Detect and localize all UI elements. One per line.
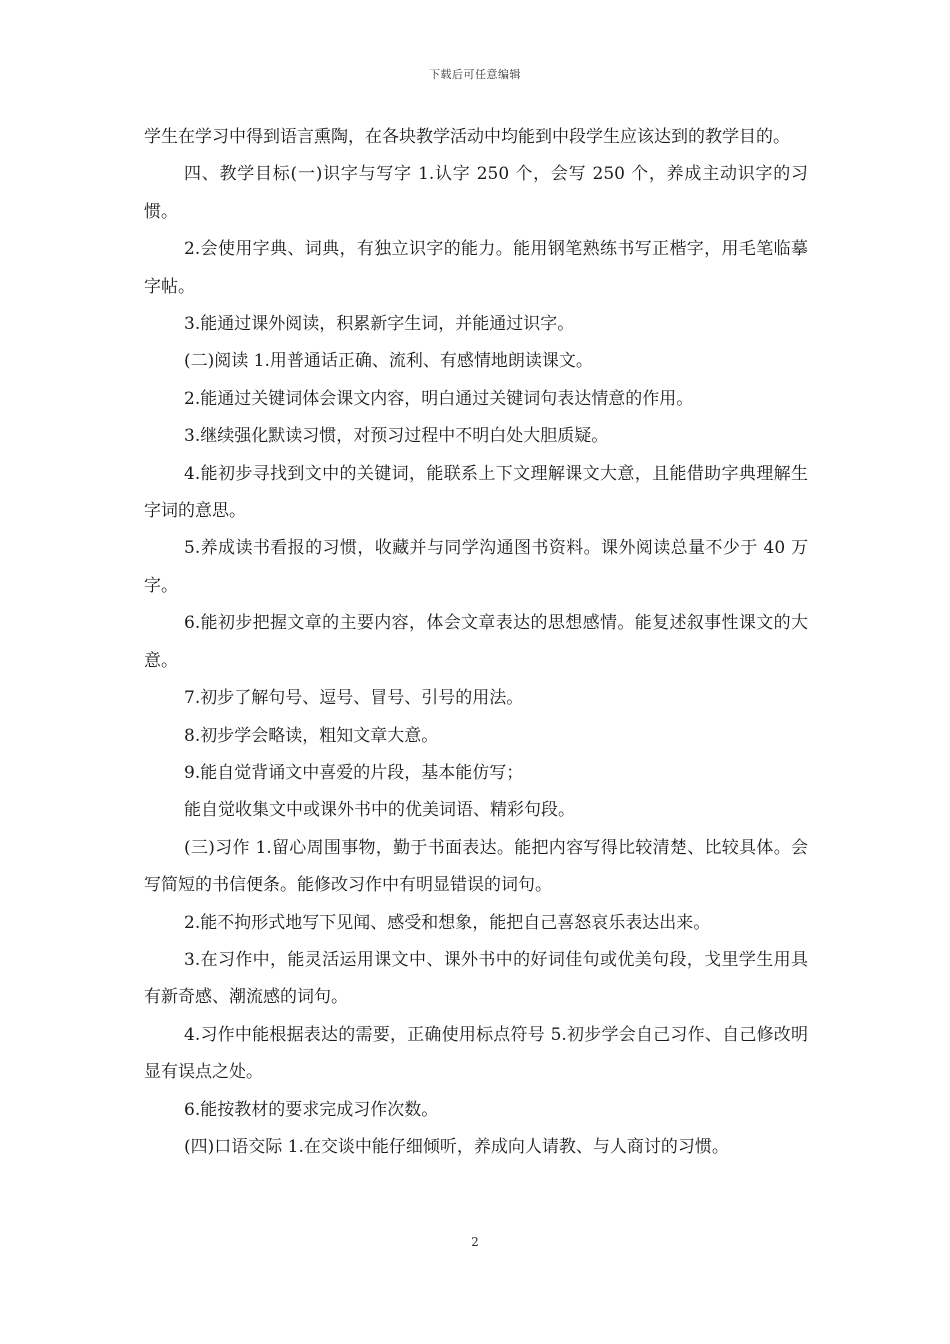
paragraph: 3.继续强化默读习惯，对预习过程中不明白处大胆质疑。	[184, 426, 609, 447]
paragraph: 9.能自觉背诵文中喜爱的片段，基本能仿写；	[184, 762, 524, 783]
paragraph: 6.能初步把握文章的主要内容，体会文章表达的思想感情。能复述叙事性课文的大意。	[144, 613, 808, 671]
page-number: 2	[471, 1235, 479, 1249]
paragraph: 2.会使用字典、词典，有独立识字的能力。能用钢笔熟练书写正楷字，用毛笔临摹字帖。	[144, 239, 808, 297]
paragraph: 2.能通过关键词体会课文内容，明白通过关键词句表达情意的作用。	[184, 388, 694, 409]
paragraph: 学生在学习中得到语言熏陶，在各块教学活动中均能到中段学生应该达到的教学目的。	[144, 127, 790, 147]
page-header: 下载后可任意编辑	[429, 68, 521, 81]
paragraph: 能自觉收集文中或课外书中的优美词语、精彩句段。	[184, 800, 575, 821]
paragraph: 四、教学目标(一)识字与写字 1.认字 250 个，会写 250 个，养成主动识字的习惯。	[144, 164, 808, 222]
paragraph: 5.养成读书看报的习惯，收藏并与同学沟通图书资料。课外阅读总量不少于 40 万字。	[144, 538, 808, 596]
paragraph: (三)习作 1.留心周围事物，勤于书面表达。能把内容写得比较清楚、比较具体。会写简短的书信便条。能修改习作中有明显错误的词句。	[144, 837, 808, 896]
paragraph: 3.能通过课外阅读，积累新字生词，并能通过识字。	[184, 314, 575, 335]
paragraph: 8.初步学会略读，粗知文章大意。	[184, 725, 439, 746]
paragraph: 2.能不拘形式地写下见闻、感受和想象，能把自己喜怒哀乐表达出来。	[184, 912, 711, 933]
paragraph: 7.初步了解句号、逗号、冒号、引号的用法。	[184, 688, 524, 709]
paragraph: (四)口语交际 1.在交谈中能仔细倾听，养成向人请教、与人商讨的习惯。	[184, 1136, 729, 1157]
document-body	[144, 119, 808, 1166]
paragraph: (二)阅读 1.用普通话正确、流利、有感情地朗读课文。	[184, 351, 593, 372]
paragraph: 3.在习作中，能灵活运用课文中、课外书中的好词佳句或优美句段，戈里学生用具有新奇感、潮流感的词句。	[144, 949, 808, 1008]
paragraph: 6.能按教材的要求完成习作次数。	[184, 1099, 439, 1120]
paragraph: 4.习作中能根据表达的需要，正确使用标点符号 5.初步学会自己习作、自己修改明显有误点之处。	[144, 1024, 808, 1083]
paragraph: 4.能初步寻找到文中的关键词，能联系上下文理解课文大意，且能借助字典理解生字词的意思。	[144, 463, 808, 522]
